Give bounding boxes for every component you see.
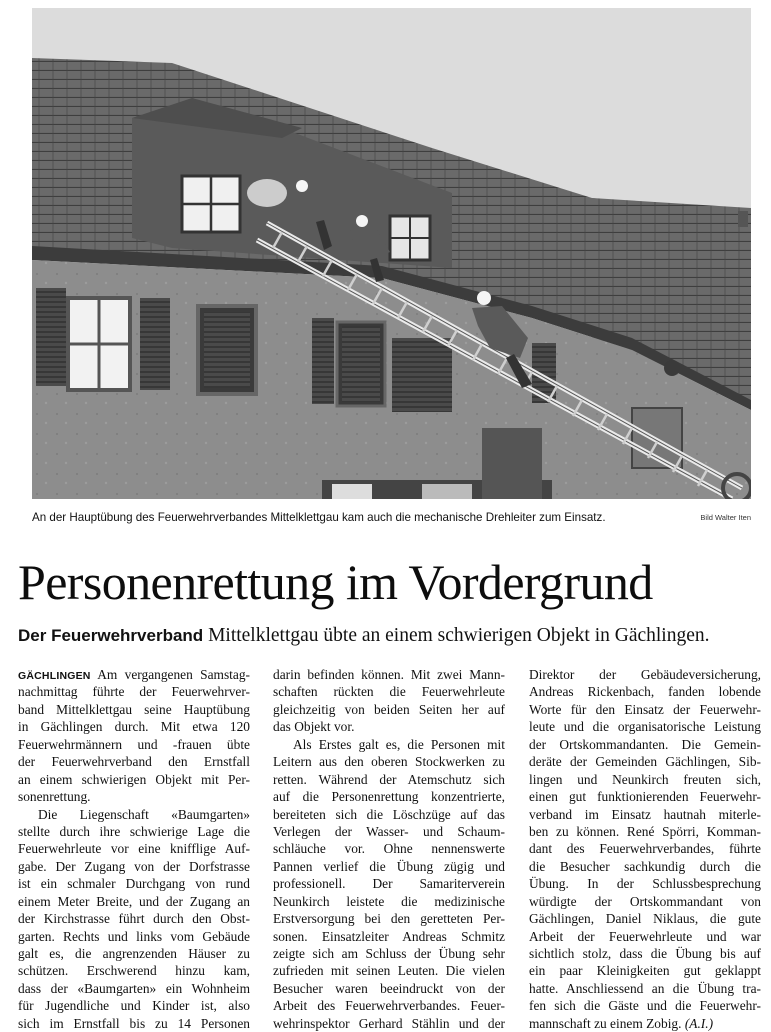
body-line: ben zu können. René Spörri, Komman-: [529, 823, 761, 839]
body-line: galt es, die angrenzenden Häuser zu: [18, 946, 250, 961]
body-line: lingen und Neunkirch freuten sich,: [529, 771, 761, 787]
body-line: für Jugendliche und Kinder ist, also: [18, 998, 250, 1014]
body-line: sonen. Einsatzleiter Andreas Schmitz: [273, 928, 505, 944]
body-line: würdigte der Ortskommandant von: [529, 893, 761, 909]
body-line: Verlegen der Wasser- und Schaum-: [273, 823, 505, 839]
body-line: die Besucher sachkundig durch die: [529, 858, 761, 874]
body-line: hatte. Anschliessend an die Übung tra-: [529, 980, 761, 996]
photo-caption: An der Hauptübung des Feuerwehrverbandes Mittelklettgau kam auch die mechanische Drehleiter zum Einsatz.: [32, 511, 606, 524]
body-line: in Gächlingen durch. Mit etwa 120: [18, 719, 250, 735]
body-line: Besucher waren beeindruckt von der: [273, 980, 505, 996]
body-line: bereiteten sich die Löschzüge auf das: [273, 806, 505, 822]
body-line: garten. Rechts und links vom Gebäude: [18, 928, 250, 944]
subhead-lead: Der Feuerwehrverband: [18, 626, 204, 645]
body-line: zufrieden mit seinen Leuten. Die vielen: [273, 963, 505, 979]
body-line: stellte durch ihre schwierige Lage die: [18, 823, 250, 839]
body-line: an einem schwierigen Objekt mit Per-: [18, 771, 250, 787]
body-line: schützen. Erschwerend hinzu kam,: [18, 963, 250, 979]
body-line: mannschaft zu einem Zobig. (A.I.): [529, 1015, 714, 1031]
body-line: ein paar Kleinigkeiten gut geklappt: [529, 963, 761, 979]
dateline: GÄCHLINGEN: [18, 670, 91, 682]
body-line: Direktor der Gebäudeversicherung,: [529, 667, 761, 682]
body-line: gleichzeitig von beiden Seiten her auf: [273, 701, 505, 717]
body-line: schaften rückten die Feuerwehrleute: [273, 684, 505, 700]
body-line: Feuerwehrleute vor eine knifflige Auf-: [18, 841, 250, 857]
body-line: fen sich die Gäste und die Feuerwehr-: [529, 998, 761, 1014]
body-line: einem Meter Breite, und der Zugang an: [18, 893, 250, 909]
body-line: auf die Personenrettung konzentrierte,: [273, 789, 505, 805]
article-column-1: [18, 666, 250, 1032]
body-line: der Feuerwehrverband den Ernstfall: [18, 754, 250, 770]
body-line: Gächlingen, Daniel Niklaus, die gute: [529, 911, 761, 927]
body-line: das Objekt vor.: [273, 719, 355, 735]
body-line: Feuerwehrmännern und -frauen übte: [18, 736, 250, 752]
article-column-3: [529, 666, 761, 1032]
body-line: sich im Ernstfall bis zu 14 Personen: [18, 1015, 250, 1031]
body-line: einen gut funktionierenden Feuerwehr-: [529, 789, 761, 805]
body-line: Pannen verlief die Übung zügig und: [273, 858, 505, 874]
body-line: sichtlich stolz, dass die Übung bis auf: [529, 946, 761, 961]
body-line: leute und die organisatorische Leistung: [529, 719, 761, 735]
body-line: Die Liegenschaft «Baumgarten»: [38, 806, 250, 822]
body-line: zeigte sich am Schluss der Übung sehr: [273, 946, 505, 961]
body-line: Als Erstes galt es, die Personen mit: [293, 736, 505, 752]
body-line: Neunkirch leistete die medizinische: [273, 893, 505, 909]
body-line: deräte der Gemeinden Gächlingen, Sib-: [529, 754, 761, 770]
article-headline: Personenrettung im Vordergrund: [18, 554, 653, 610]
body-line: dass der «Baumgarten» ein Wohnheim: [18, 980, 250, 996]
body-line: retten. Während der Atemschutz sich: [273, 771, 505, 787]
body-line: darin befinden können. Mit zwei Mann-: [273, 667, 505, 682]
body-line: Andreas Rickenbach, fanden lobende: [529, 684, 761, 700]
body-line: Erstversorgung bei den geretteten Per-: [273, 911, 505, 927]
body-line: nachmittag führte der Feuerwehrver-: [18, 684, 250, 700]
article-column-2: [273, 666, 505, 1032]
body-line: der Ortskommandanten. Die Gemein-: [529, 736, 761, 752]
body-line: der Kirchstrasse führt durch den Obst-: [18, 911, 250, 927]
body-line: professionell. Der Samariterverein: [273, 876, 505, 892]
body-line: schläuche vor. Ohne nennenswerte: [273, 841, 505, 857]
body-line: Worte für den Einsatz der Feuerwehr-: [529, 701, 761, 717]
body-line: GÄCHLINGEN Am vergangenen Samstag-: [18, 667, 250, 682]
subhead-text: Mittelklettgau übte an einem schwierigen Objekt in Gächlingen.: [203, 625, 710, 646]
body-line: dant des Feuerwehrverbandes, führte: [529, 841, 761, 857]
body-line: Übung. In der Schlussbesprechung: [529, 876, 761, 892]
author-signature: (A.I.): [684, 1015, 714, 1031]
body-line: verband im Einsatz hautnah miterle-: [529, 806, 761, 822]
body-line: band Mittelklettgau seine Hauptübung: [18, 701, 250, 717]
body-line: Leitern aus den oberen Stockwerken zu: [273, 754, 505, 770]
photo-credit: Bild Walter Iten: [700, 513, 751, 522]
body-line: ist ein schmaler Durchgang von rund: [18, 876, 250, 892]
body-line: Arbeit der Feuerwehrleute und war: [529, 928, 761, 944]
article-subhead: [18, 624, 763, 648]
firefighters-ladder-photo: [32, 8, 751, 499]
body-line: wehrinspektor Gerhard Stählin und der: [273, 1015, 505, 1031]
body-line: Arbeit des Feuerwehrverbandes. Feuer-: [273, 998, 505, 1014]
body-line: sonenrettung.: [18, 789, 91, 805]
article-photo: [32, 8, 751, 499]
body-line: gabe. Der Zugang von der Dorfstrasse: [18, 858, 250, 874]
